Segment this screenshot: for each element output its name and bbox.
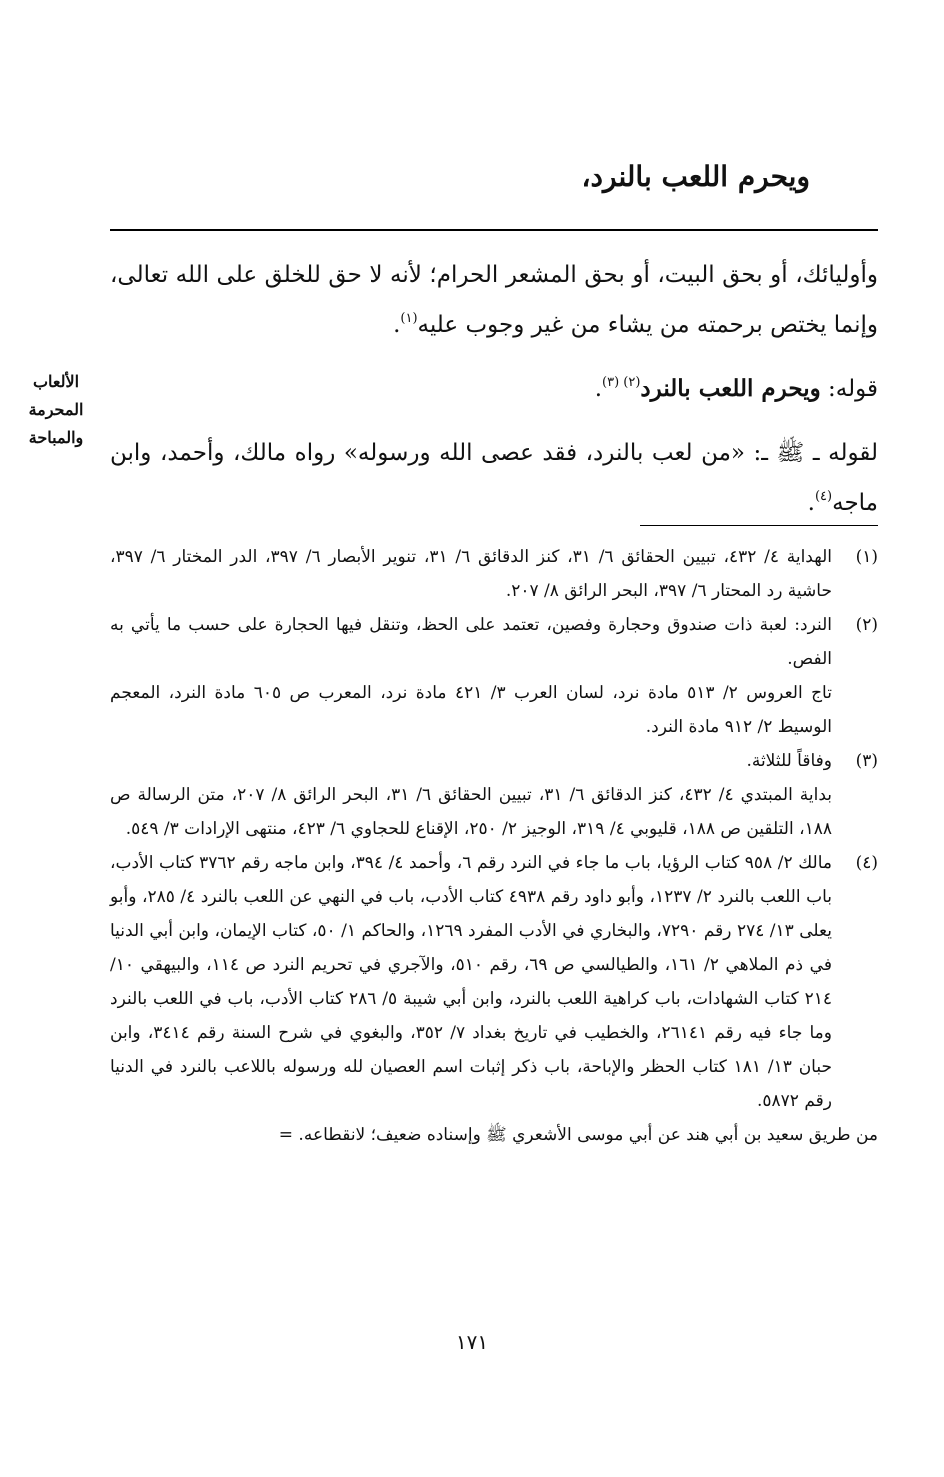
footnote-text-sources: تاج العروس ٢/ ٥١٣ مادة نرد، لسان العرب ٣/ ٤٢١ مادة نرد، المعرب ص ٦٠٥ مادة النرد، المعجم الوسيط ٢/ ٩١٢ مادة النرد. xyxy=(110,683,832,737)
footnote-ref-1[interactable]: (١) xyxy=(400,311,418,326)
margin-note-line-3: والمباحة xyxy=(28,428,84,447)
footnote-4 xyxy=(110,846,878,1118)
footnote-text: الهداية ٤/ ٤٣٢، تبيين الحقائق ٦/ ٣١، كنز الدقائق ٦/ ٣١، تنوير الأبصار ٦/ ٣٩٧، الدر المختار ٦/ ٣٩٧، حاشية رد المحتار ٦/ ٣٩٧، البحر الرائق ٨/ ٢٠٧. xyxy=(110,547,832,601)
footnote-number: (١) xyxy=(855,547,878,567)
quote-end: . xyxy=(594,376,603,402)
footnote-1 xyxy=(110,540,878,608)
footnote-text: وفاقاً للثلاثة. xyxy=(746,751,832,771)
footnote-text: مالك ٢/ ٩٥٨ كتاب الرؤيا، باب ما جاء في النرد رقم ٦، وأحمد ٤/ ٣٩٤، وابن ماجه رقم ٣٧٦٢ كتاب الأدب، باب اللعب بالنرد ٢/ ١٢٣٧، وأبو داود رقم ٤٩٣٨ كتاب الأدب، باب في النهي عن اللعب بالنرد ٤/ ٢٨٥، وأبو يعلى ١٣/ ٢٧٤ رقم ٧٢٩٠، والبخاري في الأدب المفرد ١٢٦٩، والحاكم ١/ ٥٠، كتاب الإيمان، وابن أبي الدنيا في ذم الملاهي ٢/ ١٦١، والطيالسي ص ٦٩، رقم ٥١٠، والآجري في تحريم النرد ص ١١٤، والبيهقي ١٠/ ٢١٤ كتاب الشهادات، باب كراهية اللعب بالنرد، وابن أبي شيبة ٥/ ٢٨٦ كتاب الأدب، باب في اللعب بالنرد وما جاء فيه رقم ٢٦١٤١، والخطيب في تاريخ بغداد ٧/ ٣٥٢، والبغوي في شرح السنة رقم ٣٤١٤، وابن حبان ١٣/ ١٨١ كتاب الحظر والإباحة، باب ذكر إثبات اسم العصيان لله ورسوله باللاعب بالنرد في الدنيا رقم ٥٨٧٢. xyxy=(110,853,832,1111)
main-text xyxy=(110,250,878,532)
footnote-body xyxy=(110,744,832,846)
footnote-text: النرد: لعبة ذات صندوق وحجارة وفصين، تعتمد على الحظ، وتنقل فيها الحجارة على حسب ما يأتي به الفص. xyxy=(110,615,832,669)
footnote-number: (٣) xyxy=(855,751,878,771)
footnote-body xyxy=(110,540,832,608)
footnote-number: (٢) xyxy=(855,615,878,635)
main-paragraph-1 xyxy=(110,250,878,354)
page-header-title: ويحرم اللعب بالنرد، xyxy=(581,160,810,193)
footnote-text-sources: بداية المبتدي ٤/ ٤٣٢، كنز الدقائق ٦/ ٣١، تبيين الحقائق ٦/ ٣١، البحر الرائق ٨/ ٢٠٧، متن الرسالة ص ١٨٨، التلقين ص ١٨٨، قليوبي ٤/ ٣١٩، الوجيز ٢/ ٢٥٠، الإقناع للحجاوي ٦/ ٤٢٣، منتهى الإرادات ٣/ ٥٤٩. xyxy=(110,785,833,839)
footnote-body xyxy=(110,846,832,1118)
footnotes xyxy=(110,540,878,1152)
main-hadith-paragraph xyxy=(110,428,878,532)
header-divider xyxy=(110,229,878,231)
margin-note-line-1: الألعاب xyxy=(32,372,80,391)
paragraph-text: وأوليائك، أو بحق البيت، أو بحق المشعر الحرام؛ لأنه لا حق للخلق على الله تعالى، وإنما يختص برحمته من يشاء من غير وجوب عليه xyxy=(110,262,878,338)
main-quote-line xyxy=(110,364,878,418)
footnote-ref-2-3[interactable]: (٢) (٣) xyxy=(602,375,641,390)
footnote-continuation: من طريق سعيد بن أبي هند عن أبي موسى الأشعري ﷺ وإسناده ضعيف؛ لانقطاعه. = xyxy=(278,1125,878,1145)
footnote-2 xyxy=(110,608,878,744)
hadith-text: لقوله ـ ﷺ ـ: «من لعب بالنرد، فقد عصى الله ورسوله» رواه مالك، وأحمد، وابن ماجه xyxy=(110,440,878,516)
paragraph-end: . xyxy=(393,312,401,338)
quote-prefix: قوله: xyxy=(820,376,878,402)
footnote-number: (٤) xyxy=(855,853,878,873)
footnote-ref-4[interactable]: (٤) xyxy=(814,489,833,504)
footnote-3 xyxy=(110,744,878,846)
footnote-body xyxy=(110,608,832,744)
quote-bold: ويحرم اللعب بالنرد xyxy=(640,375,821,402)
margin-note-line-2: المحرمة xyxy=(28,400,84,419)
hadith-end: . xyxy=(807,490,815,516)
footnote-divider xyxy=(640,525,878,526)
margin-note xyxy=(20,368,92,452)
page-number: ١٧١ xyxy=(455,1330,489,1354)
